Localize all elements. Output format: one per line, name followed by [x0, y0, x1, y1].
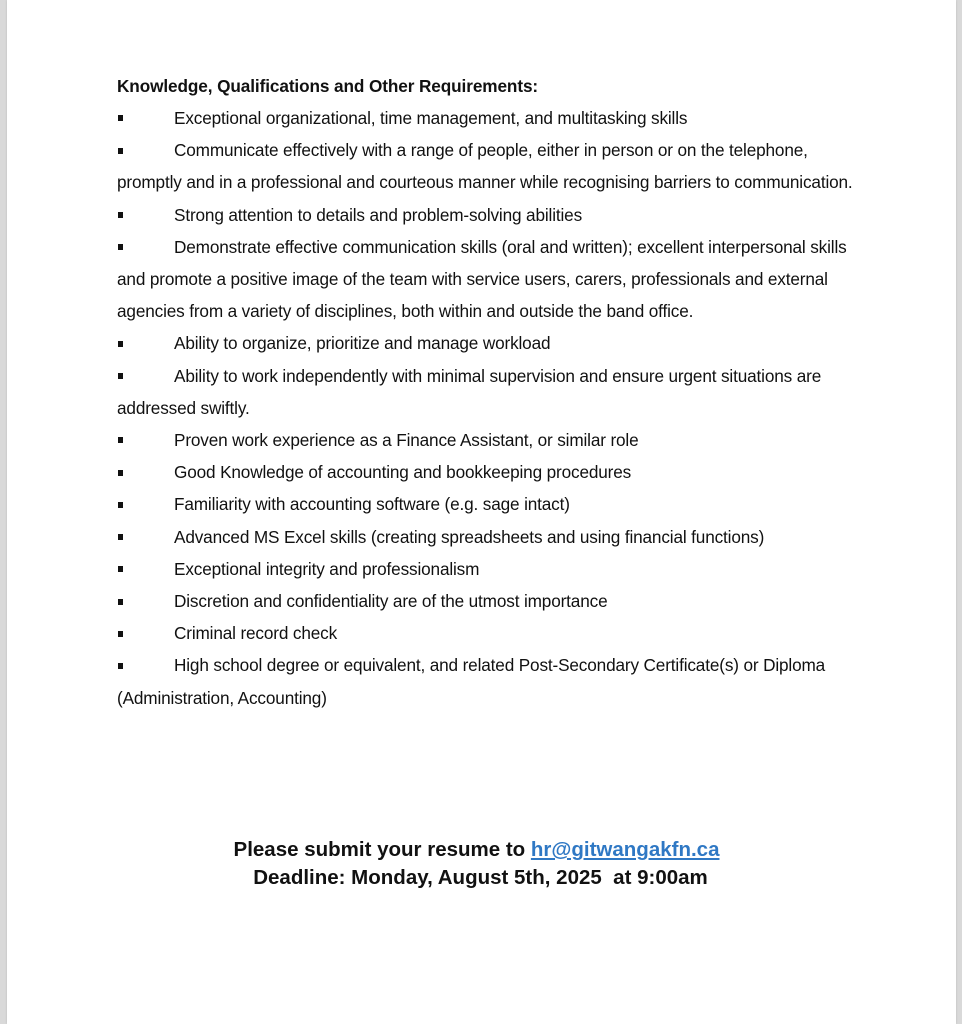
list-item [117, 456, 877, 488]
submit-instruction [0, 836, 962, 864]
square-bullet-icon [118, 502, 123, 508]
list-item-text: Proven work experience as a Finance Assistant, or similar role [174, 430, 639, 451]
submission-info [0, 836, 962, 892]
list-item-text: Strong attention to details and problem-solving abilities [174, 204, 583, 225]
list-item [117, 553, 877, 585]
submit-prefix: Please submit your resume to [233, 838, 531, 861]
square-bullet-icon [118, 663, 123, 669]
square-bullet-icon [118, 437, 123, 443]
requirements-list [117, 102, 877, 714]
square-bullet-icon [118, 212, 123, 218]
list-item [117, 102, 877, 134]
list-item-text: Ability to work independently with minimal supervision and ensure urgent situations are addressed swiftly. [117, 365, 822, 418]
square-bullet-icon [118, 599, 123, 605]
list-item [117, 231, 877, 328]
list-item [117, 424, 877, 456]
list-item [117, 649, 877, 713]
list-item [117, 617, 877, 649]
list-item [117, 360, 877, 424]
list-item [117, 521, 877, 553]
email-link[interactable]: hr@gitwangakfn.ca [530, 838, 720, 861]
list-item [117, 488, 877, 520]
list-item-text: Familiarity with accounting software (e.g. sage intact) [174, 494, 570, 515]
list-item-text: Exceptional integrity and professionalism [174, 558, 480, 579]
square-bullet-icon [118, 566, 123, 572]
list-item [117, 134, 877, 198]
list-item-text: High school degree or equivalent, and related Post-Secondary Certificate(s) or Diploma (Administration, Accounting) [117, 655, 826, 708]
square-bullet-icon [118, 341, 123, 347]
square-bullet-icon [118, 373, 123, 379]
square-bullet-icon [118, 534, 123, 540]
list-item-text: Demonstrate effective communication skills (oral and written); excellent interpersonal skills and promote a positive image of the team with service users, carers, professionals and external agencies from a variety of disciplines, both within and outside the band office. [117, 236, 847, 322]
square-bullet-icon [118, 244, 123, 250]
list-item [117, 199, 877, 231]
list-item [117, 327, 877, 359]
list-item-text: Advanced MS Excel skills (creating spreadsheets and using financial functions) [174, 526, 765, 547]
square-bullet-icon [118, 148, 123, 154]
list-item [117, 585, 877, 617]
section-heading: Knowledge, Qualifications and Other Requirements: [117, 76, 539, 96]
requirements-section [117, 70, 877, 714]
list-item-text: Communicate effectively with a range of people, either in person or on the telephone, promptly and in a professional and courteous manner while recognising barriers to communication. [117, 140, 853, 193]
square-bullet-icon [118, 470, 123, 476]
list-item-text: Good Knowledge of accounting and bookkeeping procedures [174, 462, 632, 483]
square-bullet-icon [118, 115, 123, 121]
list-item-text: Discretion and confidentiality are of the utmost importance [174, 591, 608, 612]
list-item-text: Criminal record check [174, 623, 338, 644]
list-item-text: Ability to organize, prioritize and manage workload [174, 333, 551, 354]
list-item-text: Exceptional organizational, time management, and multitasking skills [174, 108, 688, 128]
square-bullet-icon [118, 631, 123, 637]
deadline: Deadline: Monday, August 5th, 2025 at 9:00am [253, 866, 708, 889]
